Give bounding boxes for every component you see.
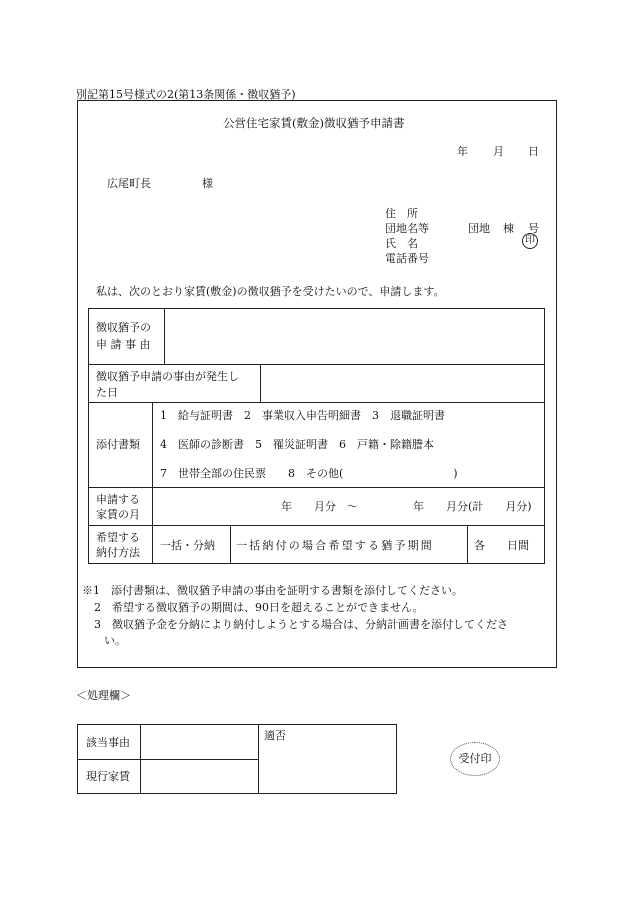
intro-text: 私は、次のとおり家賃(敷金)の徴収猶予を受けたいので、申請します。: [96, 285, 445, 298]
note-1: ※1 添付書類は、徴収猶予申請の事由を証明する書類を添付してください。: [82, 584, 463, 597]
col-divider: [260, 364, 261, 402]
name-label: 氏 名: [385, 237, 418, 250]
addressee-honorific: 様: [202, 177, 213, 190]
current-rent-label: 現行家賃: [86, 770, 130, 783]
col-divider: [467, 525, 468, 564]
row-divider: [77, 759, 258, 760]
occurred-label-1: 徴収猶予申請の事由が発生し: [96, 370, 239, 383]
col-divider: [152, 402, 153, 487]
row-divider: [88, 402, 545, 403]
form-title: 公営住宅家賃(敷金)徴収猶予申請書: [223, 116, 405, 130]
month-label-1: 申請する: [96, 493, 140, 506]
address-label: 住 所: [385, 207, 418, 220]
approval-label: 適否: [264, 729, 286, 742]
date-month-label: 月: [493, 145, 504, 158]
note-2: 2 希望する徴収猶予の期間は、90日を超えることができません。: [94, 601, 424, 614]
attach-label: 添付書類: [96, 438, 140, 451]
pay-label-2: 納付方法: [96, 546, 140, 559]
addressee-name: 広尾町長: [107, 177, 151, 190]
attach-line-3: 7 世帯全部の住民票 8 その他( ): [160, 467, 458, 480]
row-divider: [88, 487, 545, 488]
lump-label: 一括納付の場合希望する猶予期間: [236, 539, 434, 552]
building-unit: 棟: [503, 222, 514, 235]
seal-mark: 印: [522, 233, 538, 249]
applicable-label: 該当事由: [86, 736, 130, 749]
month-label-2: 家賃の月: [96, 508, 140, 521]
room-unit: 号: [528, 222, 539, 235]
month-value: 年 月分 ～ 年 月分(計 月分): [281, 500, 532, 513]
pay-label-1: 希望する: [96, 531, 140, 544]
processing-title: ＜処理欄＞: [76, 689, 131, 702]
date-day-label: 日: [528, 145, 539, 158]
col-divider: [152, 487, 153, 525]
attach-line-2: 4 医師の診断書 5 罹災証明書 6 戸籍・除籍謄本: [160, 438, 434, 451]
days-value: 各 日間: [474, 539, 529, 552]
row-divider: [88, 525, 545, 526]
reception-stamp: 受付印: [450, 742, 500, 776]
phone-label: 電話番号: [385, 252, 429, 265]
occurred-label-2: た日: [96, 386, 118, 399]
reason-label-1: 徴収猶予の: [96, 321, 151, 334]
note-3-continued: い。: [104, 634, 126, 647]
complex-unit: 団地: [468, 222, 490, 235]
complex-label: 団地名等: [385, 222, 429, 235]
col-divider: [230, 525, 231, 564]
pay-option: 一括・分納: [160, 539, 215, 552]
col-divider: [164, 308, 165, 364]
reason-label-2: 申 請 事 由: [96, 338, 151, 351]
form-reference: 別記第15号様式の2(第13条関係・徴収猶予): [76, 88, 296, 101]
attach-line-1: 1 給与証明書 2 事業収入申告明細書 3 退職証明書: [160, 409, 445, 422]
note-3: 3 徴収猶予金を分納により納付しようとする場合は、分納計画書を添付してくださ: [94, 618, 508, 631]
row-divider: [88, 364, 545, 365]
col-divider: [258, 724, 259, 794]
date-year-label: 年: [457, 145, 468, 158]
col-divider: [152, 525, 153, 564]
col-divider: [140, 724, 141, 794]
